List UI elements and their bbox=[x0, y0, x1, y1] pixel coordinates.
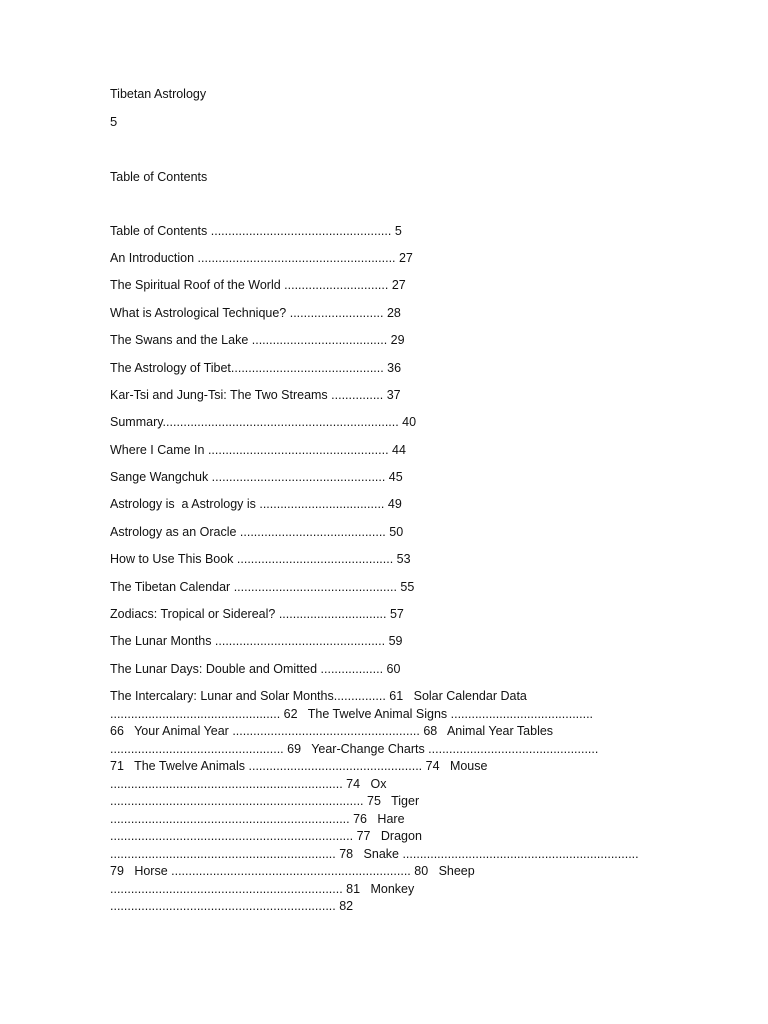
toc-wrapped-block bbox=[110, 688, 670, 916]
toc-entry[interactable]: The Swans and the Lake ....................................... 29 bbox=[110, 333, 405, 347]
page-number: 5 bbox=[110, 114, 118, 129]
toc-wrapped-line[interactable]: ...................................................................... 77 Dragon bbox=[110, 829, 422, 843]
toc-entry[interactable]: The Astrology of Tibet............................................ 36 bbox=[110, 361, 402, 375]
document-title: Tibetan Astrology bbox=[110, 87, 207, 101]
toc-entry[interactable]: How to Use This Book ............................................. 53 bbox=[110, 552, 411, 566]
toc-entry[interactable]: The Spiritual Roof of the World .............................. 27 bbox=[110, 278, 406, 292]
toc-entry[interactable]: Astrology is a Astrology is .................................... 49 bbox=[110, 497, 402, 511]
toc-entry[interactable]: An Introduction ......................................................... 27 bbox=[110, 251, 413, 265]
toc-entry[interactable]: Where I Came In .................................................... 44 bbox=[110, 443, 406, 457]
toc-entry[interactable]: Kar-Tsi and Jung-Tsi: The Two Streams ............... 37 bbox=[110, 388, 401, 402]
toc-wrapped-line[interactable]: .................................................. 69 Year-Change Charts ................................................. bbox=[110, 741, 599, 756]
toc-entry[interactable]: The Lunar Days: Double and Omitted .................. 60 bbox=[110, 662, 401, 676]
toc-wrapped-line[interactable]: 71 The Twelve Animals .................................................. 74 Mouse bbox=[110, 759, 488, 773]
toc-wrapped-line[interactable]: 66 Your Animal Year ...................................................... 68 Animal Year Tables bbox=[110, 724, 554, 738]
toc-wrapped-line[interactable]: ................................................................. 78 Snake .................................................................... bbox=[110, 846, 639, 861]
toc-wrapped-line[interactable]: ......................................................................... 75 Tiger bbox=[110, 794, 420, 808]
toc-wrapped-line[interactable]: ................................................................. 82 bbox=[110, 899, 354, 913]
toc-wrapped-line[interactable]: 79 Horse ..................................................................... 80 Sheep bbox=[110, 864, 475, 878]
toc-wrapped-line[interactable]: ..................................................................... 76 Hare bbox=[110, 811, 405, 826]
toc-entry[interactable]: Astrology as an Oracle .......................................... 50 bbox=[110, 525, 404, 539]
toc-heading: Table of Contents bbox=[110, 170, 208, 184]
toc-wrapped-line[interactable]: ................................................................... 81 Monkey bbox=[110, 881, 415, 896]
toc-entry[interactable]: The Lunar Months ................................................. 59 bbox=[110, 634, 403, 648]
toc-wrapped-line[interactable]: ................................................................... 74 Ox bbox=[110, 776, 387, 791]
toc-entry[interactable]: Zodiacs: Tropical or Sidereal? ............................... 57 bbox=[110, 607, 404, 621]
toc-wrapped-line[interactable]: The Intercalary: Lunar and Solar Months............... 61 Solar Calendar Data bbox=[110, 689, 527, 703]
toc-entry[interactable]: Table of Contents .................................................... 5 bbox=[110, 224, 402, 238]
toc-wrapped-line[interactable]: ................................................. 62 The Twelve Animal Signs ......................................... bbox=[110, 706, 594, 721]
toc-entry[interactable]: The Tibetan Calendar ............................................... 55 bbox=[110, 580, 415, 594]
toc-entry[interactable]: What is Astrological Technique? ........................... 28 bbox=[110, 306, 401, 320]
toc-entry[interactable]: Sange Wangchuk .................................................. 45 bbox=[110, 470, 403, 484]
toc-entry[interactable]: Summary.................................................................... 40 bbox=[110, 415, 417, 429]
